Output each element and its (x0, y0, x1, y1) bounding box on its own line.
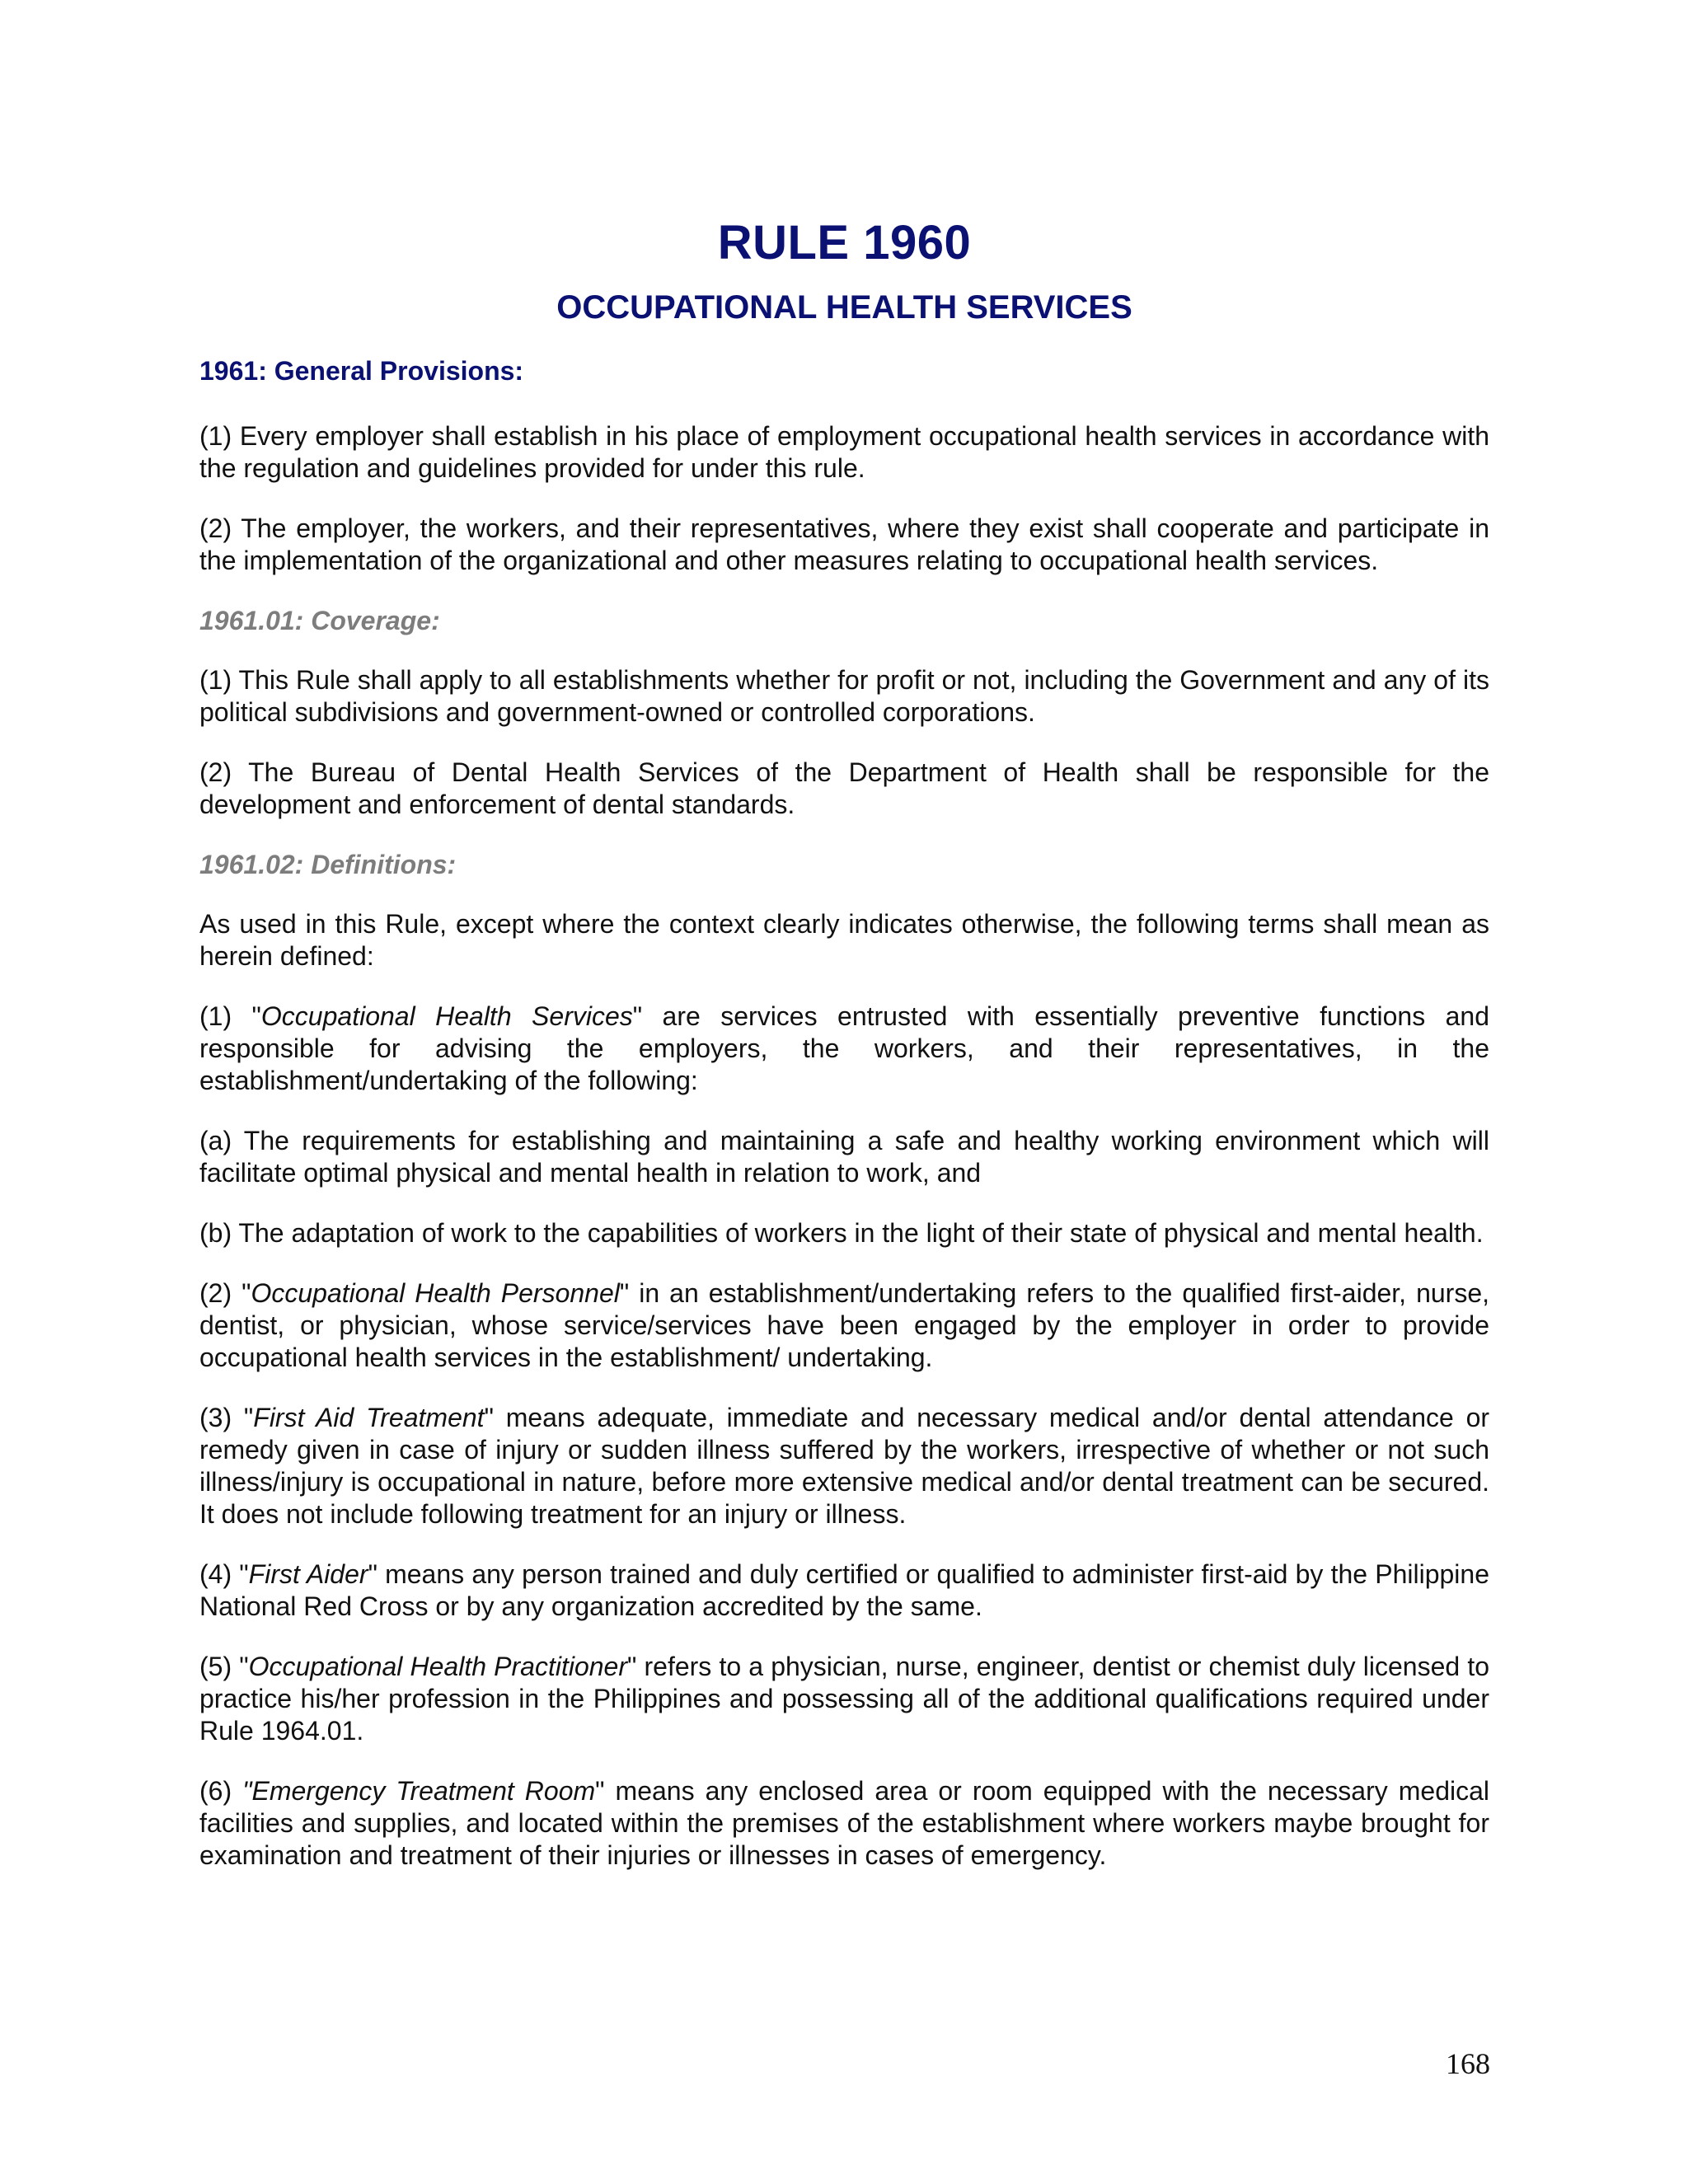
definition-3-prefix: (3) " (199, 1403, 254, 1432)
definition-5-text: " refers to a physician, nurse, engineer, dentist or chemist duly licensed to practice his/her profession in the Philippines and possessing all of the additional qualifications required under Rule 1964.01. (199, 1652, 1490, 1746)
subsection-heading-1961-02: 1961.02: Definitions: (199, 850, 457, 879)
definition-4-text: " means any person trained and duly certified or qualified to administer first-aid by the Philippine National Red Cross or by any organization accredited by the same. (199, 1559, 1490, 1621)
definition-5-term: Occupational Health Practitioner (248, 1652, 628, 1681)
definition-2-text: " in an establishment/undertaking refers to the qualified first-aider, nurse, dentist, or physician, whose service/services have been engaged by the employer in order to provide occupational health services in the establishment/ undertaking. (199, 1278, 1490, 1372)
definition-3-term: First Aid Treatment (253, 1403, 485, 1432)
paragraph-1961-01-2: (2) The Bureau of Dental Health Services of the Department of Health shall be responsible for the development and enforcement of dental standards. (199, 757, 1489, 819)
definition-1-item-b: (b) The adaptation of work to the capabilities of workers in the light of their state of physical and mental health. (199, 1218, 1484, 1248)
rule-title: RULE 1960 (717, 216, 972, 269)
paragraph-1961-01-1: (1) This Rule shall apply to all establishments whether for profit or not, including the Government and any of its political subdivisions and government-owned or controlled corporations. (199, 665, 1489, 727)
page-content (199, 206, 1489, 1872)
definition-1-term: Occupational Health Services (260, 1001, 633, 1031)
definition-2-term: Occupational Health Personnel (251, 1278, 620, 1308)
definition-6-text: " means any enclosed area or room equipped with the necessary medical facilities and supplies, and located within the premises of the establishment where workers maybe brought for examination and treatment of their injuries or illnesses in cases of emergency. (199, 1776, 1490, 1870)
definition-4-prefix: (4) " (199, 1559, 249, 1589)
definition-1-text: " are services entrusted with essentially preventive functions and responsible for advising the employers, the workers, and their representatives, in the establishment/undertaking of the following: (199, 1001, 1490, 1095)
definition-6-prefix: (6) (199, 1776, 243, 1806)
definition-2-prefix: (2) " (199, 1278, 251, 1308)
definition-5 (199, 1651, 1489, 1747)
paragraph-1961-2: (2) The employer, the workers, and their representatives, where they exist shall cooperate and participate in the implementation of the organizational and other measures relating to occupational health services. (199, 513, 1489, 575)
definition-6-term: "Emergency Treatment Room (242, 1776, 596, 1806)
definition-1 (199, 1001, 1489, 1097)
definition-3-text: " means adequate, immediate and necessary medical and/or dental attendance or remedy given in case of injury or sudden illness suffered by the workers, irrespective of whether or not such illness/injury is occupational in nature, before more extensive medical and/or dental treatment can be secured. It does not include following treatment for an injury or illness. (199, 1403, 1490, 1529)
page-number: 168 (1446, 2047, 1490, 2080)
definition-4-term: First Aider (248, 1559, 368, 1589)
subsection-heading-1961-01: 1961.01: Coverage: (199, 606, 440, 635)
paragraph-definitions-intro: As used in this Rule, except where the context clearly indicates otherwise, the following terms shall mean as herein defined: (199, 909, 1489, 971)
definition-1-item-a: (a) The requirements for establishing and maintaining a safe and healthy working environment which will facilitate optimal physical and mental health in relation to work, and (199, 1126, 1489, 1188)
section-heading-1961: 1961: General Provisions: (199, 356, 524, 386)
definition-4 (199, 1558, 1489, 1623)
definition-5-prefix: (5) " (199, 1652, 249, 1681)
paragraph-1961-1: (1) Every employer shall establish in his place of employment occupational health services in accordance with the regulation and guidelines provided for under this rule. (199, 421, 1489, 483)
definition-2 (199, 1277, 1489, 1374)
definition-3 (199, 1402, 1489, 1530)
rule-subtitle: OCCUPATIONAL HEALTH SERVICES (556, 289, 1132, 326)
definition-1-prefix: (1) " (199, 1001, 261, 1031)
definition-6 (199, 1775, 1489, 1872)
